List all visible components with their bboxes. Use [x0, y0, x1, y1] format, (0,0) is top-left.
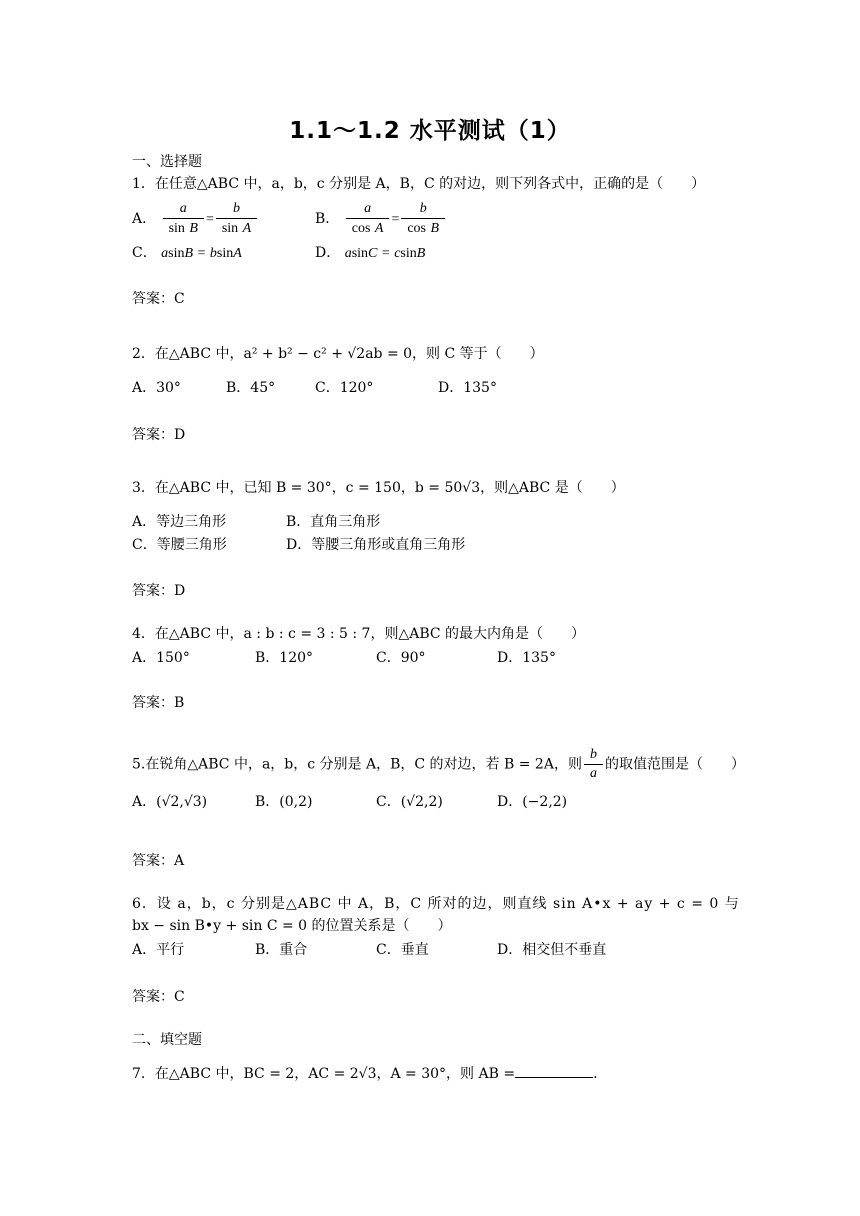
q1-option-c-formula: asinB = bsinA — [161, 246, 242, 261]
question-6-stem-line-1: 6．设 a，b，c 分别是△ABC 中 A，B，C 所对的边，则直线 sin A•x + ay + c = 0 与 — [132, 896, 740, 912]
q5-option-b: B．(0,2) — [255, 794, 313, 810]
question-5-stem — [132, 746, 745, 783]
section-heading-choice: 一、选择题 — [132, 154, 202, 170]
q1-option-a-label: A． — [132, 211, 157, 227]
q5-fraction-b-over-a: $\frac{b}{a}$ — [584, 746, 603, 783]
q7-answer-blank[interactable] — [515, 1065, 593, 1078]
q4-option-d: D．135° — [497, 650, 556, 666]
q3-option-c: C．等腰三角形 — [132, 537, 227, 553]
question-1-stem: 1．在任意△ABC 中，a，b，c 分别是 A，B，C 的对边，则下列各式中，正确的是（ ） — [132, 176, 706, 192]
q2-option-d: D．135° — [438, 380, 497, 396]
q1-option-b-label: B． — [315, 211, 340, 227]
question-4-stem: 4．在△ABC 中，a : b : c = 3 : 5 : 7，则△ABC 的最大内角是（ ） — [132, 626, 586, 642]
q1-option-c — [132, 243, 242, 264]
q7-stem-end: . — [593, 1066, 598, 1082]
q1-option-b: B． $\frac{a}{\text{cos A}}$ = $\frac{b}{\text{cos B}}$ — [315, 200, 447, 238]
question-7-stem — [132, 1064, 598, 1084]
q1-option-d-label: D． — [315, 245, 341, 261]
q1-option-d-formula: asinC = csinB — [344, 246, 426, 261]
q5-answer: 答案：A — [132, 853, 185, 869]
q6-option-c: C．垂直 — [376, 942, 429, 958]
q6-option-a: A．平行 — [132, 942, 185, 958]
q1-option-b-formula: $\frac{a}{\text{cos A}}$ — [346, 200, 390, 238]
q4-option-c: C．90° — [376, 650, 426, 666]
q5-option-d: D．(−2,2) — [497, 794, 568, 810]
q5-stem-end: 的取值范围是（ ） — [604, 756, 745, 773]
q5-option-a: A．(√2,√3) — [132, 794, 208, 810]
q6-option-d: D．相交但不垂直 — [497, 942, 607, 958]
q1-option-d — [315, 243, 425, 264]
q1-answer: 答案：C — [132, 291, 185, 307]
q1-option-a-formula: $\frac{a}{\text{sin B}}$ — [163, 200, 204, 238]
q2-option-c: C．120° — [315, 380, 374, 396]
q2-option-b: B．45° — [226, 380, 276, 396]
page-title: 1.1～1.2 水平测试（1） — [289, 118, 571, 144]
section-heading-fill-blank: 二、填空题 — [132, 1032, 202, 1048]
q5-stem-start: 5.在锐角△ABC 中，a，b，c 分别是 A，B，C 的对边，若 B = 2A，则 — [132, 756, 582, 773]
q3-option-a: A．等边三角形 — [132, 514, 227, 530]
q6-answer: 答案：C — [132, 989, 185, 1005]
q1-option-a: A． $\frac{a}{\text{sin B}}$ = $\frac{b}{\text{sin A}}$ — [132, 200, 259, 238]
q1-option-c-label: C． — [132, 245, 157, 261]
q5-option-c: C．(√2,2) — [376, 794, 443, 810]
q2-option-a: A．30° — [132, 380, 181, 396]
question-2-stem: 2．在△ABC 中，a² + b² − c² + √2ab = 0，则 C 等于（ ） — [132, 346, 544, 362]
q3-answer: 答案：D — [132, 583, 186, 599]
q4-option-b: B．120° — [255, 650, 314, 666]
q6-option-b: B．重合 — [255, 942, 308, 958]
question-6-stem-line-2: bx − sin B•y + sin C = 0 的位置关系是（ ） — [132, 918, 452, 934]
q4-answer: 答案：B — [132, 695, 185, 711]
q3-option-b: B．直角三角形 — [286, 514, 381, 530]
question-3-stem: 3．在△ABC 中，已知 B = 30°，c = 150，b = 50√3，则△ABC 是（ ） — [132, 480, 625, 496]
q7-stem-text: 7．在△ABC 中，BC = 2，AC = 2√3，A = 30°，则 AB = — [132, 1066, 516, 1082]
q2-answer: 答案：D — [132, 427, 186, 443]
q4-option-a: A．150° — [132, 650, 190, 666]
q3-option-d: D．等腰三角形或直角三角形 — [286, 537, 466, 553]
